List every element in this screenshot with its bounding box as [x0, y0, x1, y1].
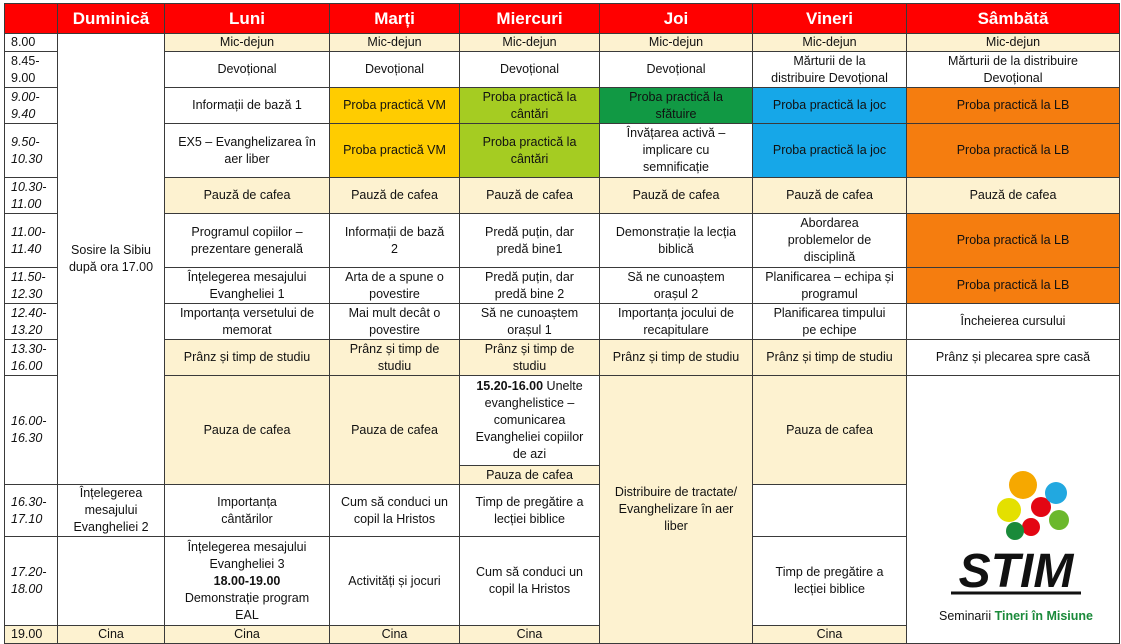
schedule-cell[interactable]: Programul copiilor – prezentare generală: [165, 214, 330, 268]
schedule-cell[interactable]: Planificarea timpului pe echipe: [753, 304, 907, 340]
schedule-cell[interactable]: Informații de bază 1: [165, 88, 330, 124]
schedule-cell[interactable]: Încheierea cursului: [907, 304, 1120, 340]
schedule-cell[interactable]: Pauză de cafea: [460, 178, 600, 214]
schedule-cell[interactable]: Mărturii de la distribuire Devoțional: [907, 52, 1120, 88]
time-cell[interactable]: 13.30- 16.00: [5, 340, 58, 376]
schedule-cell[interactable]: Înțelegerea mesajului Evangheliei 2: [58, 485, 165, 537]
schedule-cell[interactable]: Proba practică la LB: [907, 214, 1120, 268]
time-cell[interactable]: 16.00- 16.30: [5, 376, 58, 485]
schedule-cell[interactable]: Mărturii de la distribuire Devoțional: [753, 52, 907, 88]
schedule-cell[interactable]: Predă puțin, dar predă bine 2: [460, 268, 600, 304]
schedule-cell[interactable]: Predă puțin, dar predă bine1: [460, 214, 600, 268]
day-header-duminica[interactable]: Duminică: [58, 4, 165, 34]
table-row: [5, 88, 1120, 124]
schedule-cell[interactable]: Prânz și timp de studiu: [165, 340, 330, 376]
table-row: [5, 34, 1120, 52]
time-cell[interactable]: 9.00- 9.40: [5, 88, 58, 124]
schedule-cell[interactable]: Informații de bază 2: [330, 214, 460, 268]
logo-dot-orange: [1009, 471, 1037, 499]
time-cell[interactable]: 17.20- 18.00: [5, 537, 58, 626]
schedule-cell[interactable]: Mic-dejun: [460, 34, 600, 52]
time-cell[interactable]: 11.50- 12.30: [5, 268, 58, 304]
schedule-cell[interactable]: Prânz și timp de studiu: [600, 340, 753, 376]
logo-cell: [907, 376, 1120, 644]
schedule-cell[interactable]: Prânz și timp de studiu: [460, 340, 600, 376]
corner-cell: [5, 4, 58, 34]
schedule-cell[interactable]: Să ne cunoaștem orașul 1: [460, 304, 600, 340]
schedule-cell[interactable]: Devoțional: [600, 52, 753, 88]
table-row: [5, 178, 1120, 214]
schedule-cell[interactable]: Devoțional: [165, 52, 330, 88]
logo-caption-b: Tineri în Misiune: [994, 609, 1093, 623]
schedule-cell[interactable]: Proba practică la cântări: [460, 124, 600, 178]
schedule-cell[interactable]: Importanța versetului de memorat: [165, 304, 330, 340]
schedule-cell[interactable]: Proba practică la LB: [907, 88, 1120, 124]
schedule-cell[interactable]: Învățarea activă – implicare cu semnificație: [600, 124, 753, 178]
schedule-cell[interactable]: Înțelegerea mesajului Evangheliei 1: [165, 268, 330, 304]
schedule-cell[interactable]: EX5 – Evanghelizarea în aer liber: [165, 124, 330, 178]
table-row: [5, 340, 1120, 376]
schedule-cell[interactable]: Planificarea – echipa și programul: [753, 268, 907, 304]
day-header-luni[interactable]: Luni: [165, 4, 330, 34]
logo-dot-yellow: [997, 498, 1021, 522]
schedule-cell[interactable]: Pauză de cafea: [330, 178, 460, 214]
schedule-cell[interactable]: Cum să conduci un copil la Hristos: [330, 485, 460, 537]
schedule-cell[interactable]: Pauza de cafea: [165, 376, 330, 485]
schedule-cell[interactable]: Cina: [460, 626, 600, 644]
table-row: [5, 268, 1120, 304]
stim-logo: [931, 465, 1101, 625]
day-header-marti[interactable]: Marți: [330, 4, 460, 34]
schedule-cell[interactable]: [460, 376, 600, 466]
table-row: [5, 214, 1120, 268]
schedule-cell[interactable]: Proba practică la cântări: [460, 88, 600, 124]
time-range-label: 15.20-16.00: [476, 379, 544, 393]
schedule-cell[interactable]: Mai mult decât o povestire: [330, 304, 460, 340]
logo-caption-a: Seminarii: [939, 609, 995, 623]
schedule-cell[interactable]: Prânz și plecarea spre casă: [907, 340, 1120, 376]
logo-dot-darkgreen: [1006, 522, 1024, 540]
schedule-cell[interactable]: Timp de pregătire a lecției biblice: [753, 537, 907, 626]
schedule-cell[interactable]: Proba practică la joc: [753, 124, 907, 178]
schedule-cell[interactable]: Timp de pregătire a lecției biblice: [460, 485, 600, 537]
schedule-cell[interactable]: Proba practică VM: [330, 88, 460, 124]
schedule-cell[interactable]: Pauza de cafea: [753, 376, 907, 485]
time-cell[interactable]: 11.00- 11.40: [5, 214, 58, 268]
schedule-cell-duminica-evening[interactable]: [58, 537, 165, 626]
schedule-cell[interactable]: Distribuire de tractate/ Evanghelizare în aer liber: [600, 376, 753, 644]
session-label: Demonstrație program EAL: [184, 590, 310, 622]
schedule-cell[interactable]: Cina: [165, 626, 330, 644]
schedule-cell[interactable]: Proba practică la LB: [907, 124, 1120, 178]
schedule-cell[interactable]: Pauză de cafea: [907, 178, 1120, 214]
logo-dot-red-2: [1022, 518, 1040, 536]
table-row: [5, 52, 1120, 88]
schedule-cell[interactable]: Mic-dejun: [330, 34, 460, 52]
schedule-cell[interactable]: Prânz și timp de studiu: [330, 340, 460, 376]
schedule-cell[interactable]: Prânz și timp de studiu: [753, 340, 907, 376]
time-cell[interactable]: 19.00: [5, 626, 58, 644]
schedule-cell[interactable]: Cum să conduci un copil la Hristos: [460, 537, 600, 626]
logo-caption: [931, 608, 1101, 625]
schedule-cell[interactable]: Să ne cunoaștem orașul 2: [600, 268, 753, 304]
schedule-cell[interactable]: Proba practică VM: [330, 124, 460, 178]
day-header-joi[interactable]: Joi: [600, 4, 753, 34]
schedule-cell[interactable]: Proba practică la sfătuire: [600, 88, 753, 124]
schedule-cell[interactable]: Mic-dejun: [600, 34, 753, 52]
schedule-table: [4, 3, 1120, 644]
schedule-cell[interactable]: Devoțional: [460, 52, 600, 88]
time-cell[interactable]: 10.30- 11.00: [5, 178, 58, 214]
header-row: [5, 4, 1120, 34]
table-row: [5, 124, 1120, 178]
schedule-cell[interactable]: Abordarea problemelor de disciplină: [753, 214, 907, 268]
schedule-cell[interactable]: Mic-dejun: [165, 34, 330, 52]
schedule-cell[interactable]: Proba practică la LB: [907, 268, 1120, 304]
schedule-cell[interactable]: Importanța cântărilor: [165, 485, 330, 537]
schedule-cell-duminica[interactable]: Sosire la Sibiu după ora 17.00: [58, 34, 165, 485]
logo-wordmark: STIM: [958, 545, 1074, 598]
schedule-cell[interactable]: Arta de a spune o povestire: [330, 268, 460, 304]
time-cell[interactable]: 9.50- 10.30: [5, 124, 58, 178]
schedule-cell[interactable]: Pauza de cafea: [330, 376, 460, 485]
schedule-cell[interactable]: Pauză de cafea: [600, 178, 753, 214]
table-row: [5, 304, 1120, 340]
time-range-label: 18.00-19.00: [213, 573, 281, 588]
schedule-cell[interactable]: Pauză de cafea: [753, 178, 907, 214]
session-label: Unelte evanghelistice – comunicarea Evangheliei copiilor de azi: [475, 379, 584, 461]
schedule-cell[interactable]: Pauză de cafea: [165, 178, 330, 214]
schedule-cell[interactable]: [165, 537, 330, 626]
schedule-cell[interactable]: Mic-dejun: [907, 34, 1120, 52]
session-label: Înțelegerea mesajului Evangheliei 3: [187, 539, 307, 571]
logo-graphic-icon: [931, 465, 1101, 605]
schedule-cell[interactable]: Cina: [330, 626, 460, 644]
time-cell[interactable]: 8.45- 9.00: [5, 52, 58, 88]
time-cell[interactable]: 16.30- 17.10: [5, 485, 58, 537]
table-row: [5, 376, 1120, 466]
schedule-cell[interactable]: Demonstrație la lecția biblică: [600, 214, 753, 268]
schedule-cell[interactable]: Pauza de cafea: [460, 466, 600, 485]
schedule-cell[interactable]: Cina: [58, 626, 165, 644]
schedule-cell[interactable]: Devoțional: [330, 52, 460, 88]
schedule-cell[interactable]: Activități și jocuri: [330, 537, 460, 626]
time-cell[interactable]: 8.00: [5, 34, 58, 52]
day-header-vineri[interactable]: Vineri: [753, 4, 907, 34]
day-header-miercuri[interactable]: Miercuri: [460, 4, 600, 34]
time-cell[interactable]: 12.40- 13.20: [5, 304, 58, 340]
schedule-cell[interactable]: Proba practică la joc: [753, 88, 907, 124]
logo-dot-blue: [1045, 482, 1067, 504]
schedule-cell[interactable]: Cina: [753, 626, 907, 644]
schedule-cell[interactable]: Importanța jocului de recapitulare: [600, 304, 753, 340]
day-header-sambata[interactable]: Sâmbătă: [907, 4, 1120, 34]
logo-dot-green: [1049, 510, 1069, 530]
schedule-cell[interactable]: Mic-dejun: [753, 34, 907, 52]
